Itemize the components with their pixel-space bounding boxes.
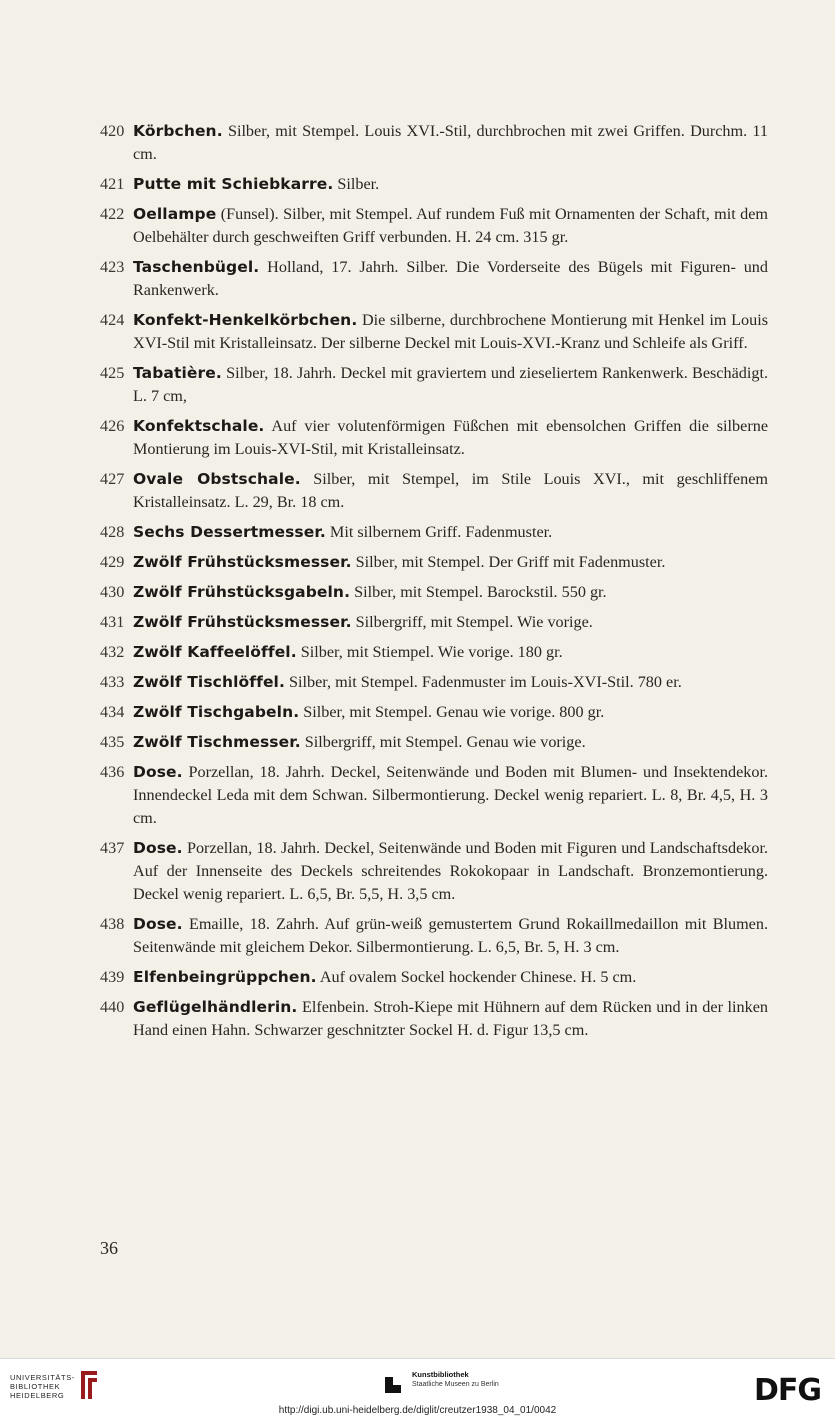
entry-description: Holland, 17. Jahrh. Silber. Die Vorderseite des Bügels mit Figuren- und Rankenwerk. <box>133 258 768 299</box>
entry-title: Putte mit Schiebkarre. <box>133 175 334 193</box>
dfg-logo[interactable]: DFG <box>753 1373 821 1408</box>
entry-number: 429 <box>100 553 125 571</box>
entry-description: Silber, mit Stempel, im Stile Louis XVI., mit geschliffenem Kristalleinsatz. L. 29, Br. 18 cm. <box>133 470 768 511</box>
entry-description: Porzellan, 18. Jahrh. Deckel, Seitenwände und Boden mit Blumen- und Insektendekor. Innendeckel Leda mit dem Schwan. Silbermontierung. Deckel wenig repariert. L. 8, Br. 4,5, H. 3 cm. <box>133 763 769 827</box>
entry-description: Silber, mit Stempel. Der Griff mit Fadenmuster. <box>355 553 666 571</box>
entry-description: Silber. <box>337 175 380 193</box>
entry-number: 436 <box>100 763 125 781</box>
entry-description: Porzellan, 18. Jahrh. Deckel, Seitenwände und Boden mit Figuren und Landschaftsdekor. Auf der Innenseite des Deckels schreitendes Rokokopaar in Landschaft. Bronzemontierung. Deckel wenig repariert. L. 6,5, Br. 5,5, H. 3,5 cm. <box>133 839 768 903</box>
entry-title: Zwölf Frühstücksmesser. <box>133 613 352 631</box>
entry-description: Silbergriff, mit Stempel. Wie vorige. <box>355 613 593 631</box>
page-number: 36 <box>100 1238 118 1258</box>
catalog-entry <box>100 996 768 1042</box>
entry-number: 435 <box>100 733 125 751</box>
entry-number: 440 <box>100 998 125 1016</box>
catalog-entry <box>100 173 768 196</box>
catalog-entry <box>100 581 768 604</box>
entry-title: Zwölf Frühstücksgabeln. <box>133 583 351 601</box>
catalog-entry <box>100 837 768 906</box>
entry-title: Zwölf Tischlöffel. <box>133 673 285 691</box>
entry-description: Elfenbein. Stroh-Kiepe mit Hühnern auf dem Rücken und in der linken Hand einen Hahn. Schwarzer geschnitzter Sockel H. d. Figur 13,5 cm. <box>133 998 768 1039</box>
entry-description: Silber, mit Stempel. Louis XVI.-Stil, durchbrochen mit zwei Griffen. Durchm. 11 cm. <box>133 122 768 163</box>
entry-title: Dose. <box>133 915 183 933</box>
entry-number: 428 <box>100 523 125 541</box>
entry-title: Zwölf Tischgabeln. <box>133 703 300 721</box>
kunstbibliothek-subtitle: Staatliche Museen zu Berlin <box>412 1381 499 1388</box>
entry-title: Taschenbügel. <box>133 258 260 276</box>
catalog-entry <box>100 966 768 989</box>
catalog-entry <box>100 468 768 514</box>
university-logo[interactable] <box>10 1373 75 1400</box>
entry-title: Tabatière. <box>133 364 222 382</box>
entry-title: Zwölf Kaffeelöffel. <box>133 643 297 661</box>
entry-description: Silbergriff, mit Stempel. Genau wie vorige. <box>304 733 586 751</box>
entry-description: Silber, mit Stempel. Fadenmuster im Louis-XVI-Stil. 780 er. <box>289 673 682 691</box>
kunstbibliothek-title: Kunstbibliothek <box>412 1370 469 1379</box>
kunstbibliothek-icon <box>384 1376 402 1394</box>
entry-title: Zwölf Tischmesser. <box>133 733 301 751</box>
entry-number: 422 <box>100 205 125 223</box>
entry-title: Körbchen. <box>133 122 223 140</box>
entry-number: 430 <box>100 583 125 601</box>
entry-number: 439 <box>100 968 125 986</box>
kunstbibliothek-logo[interactable] <box>384 1370 544 1400</box>
entry-title: Ovale Obstschale. <box>133 470 301 488</box>
catalog-entry <box>100 120 768 166</box>
entry-description: Mit silbernem Griff. Fadenmuster. <box>329 523 553 541</box>
entry-number: 438 <box>100 915 125 933</box>
catalog-entry <box>100 362 768 408</box>
university-name-line: BIBLIOTHEK <box>10 1382 61 1391</box>
entry-list <box>100 120 768 1049</box>
entry-number: 425 <box>100 364 125 382</box>
entry-number: 423 <box>100 258 125 276</box>
catalog-entry <box>100 521 768 544</box>
entry-title: Elfenbeingrüppchen. <box>133 968 317 986</box>
entry-number: 426 <box>100 417 125 435</box>
entry-title: Oellampe <box>133 205 217 223</box>
catalog-entry <box>100 309 768 355</box>
entry-description: Silber, 18. Jahrh. Deckel mit graviertem und zieseliertem Rankenwerk. Beschädigt. L. 7 cm, <box>133 364 769 405</box>
entry-number: 431 <box>100 613 125 631</box>
entry-title: Sechs Dessertmesser. <box>133 523 326 541</box>
entry-number: 420 <box>100 122 125 140</box>
entry-number: 432 <box>100 643 125 661</box>
catalog-entry <box>100 551 768 574</box>
entry-number: 421 <box>100 175 125 193</box>
entry-description: (Funsel). Silber, mit Stempel. Auf rundem Fuß mit Ornamenten der Schaft, mit dem Oelbehälter durch geschweiften Griff verbunden. H. 24 cm. 315 gr. <box>133 205 768 246</box>
entry-number: 424 <box>100 311 125 329</box>
catalog-entry <box>100 671 768 694</box>
catalog-entry <box>100 641 768 664</box>
university-name-line: UNIVERSITÄTS- <box>10 1373 75 1382</box>
catalog-entry <box>100 415 768 461</box>
entry-title: Konfektschale. <box>133 417 265 435</box>
entry-title: Dose. <box>133 763 183 781</box>
catalog-entry <box>100 203 768 249</box>
entry-number: 427 <box>100 470 125 488</box>
entry-description: Silber, mit Stempel. Genau wie vorige. 800 gr. <box>303 703 605 721</box>
catalog-entry <box>100 731 768 754</box>
entry-description: Silber, mit Stiempel. Wie vorige. 180 gr. <box>300 643 563 661</box>
entry-title: Konfekt-Henkelkörbchen. <box>133 311 358 329</box>
entry-number: 433 <box>100 673 125 691</box>
university-name-line: HEIDELBERG <box>10 1391 65 1400</box>
catalog-entry <box>100 701 768 724</box>
entry-title: Geflügelhändlerin. <box>133 998 298 1016</box>
entry-number: 437 <box>100 839 125 857</box>
entry-title: Zwölf Frühstücksmesser. <box>133 553 352 571</box>
university-mark-icon <box>78 1369 100 1401</box>
entry-description: Auf ovalem Sockel hockender Chinese. H. 5 cm. <box>319 968 637 986</box>
catalog-entry <box>100 256 768 302</box>
catalog-entry <box>100 611 768 634</box>
permalink-url[interactable]: http://digi.ub.uni-heidelberg.de/diglit/creutzer1938_04_01/0042 <box>278 1405 557 1416</box>
entry-number: 434 <box>100 703 125 721</box>
catalog-entry <box>100 761 768 830</box>
entry-description: Silber, mit Stempel. Barockstil. 550 gr. <box>354 583 607 601</box>
entry-description: Die silberne, durchbrochene Montierung mit Henkel im Louis XVI-Stil mit Kristalleinsatz. Der silberne Deckel mit Louis-XVI.-Kranz und Schleife als Griff. <box>133 311 768 352</box>
entry-description: Emaille, 18. Zahrh. Auf grün-weiß gemustertem Grund Rokaillmedaillon mit Blumen. Seitenwände mit gleichem Dekor. Silbermontierung. L. 6,5, Br. 5, H. 3 cm. <box>133 915 768 956</box>
footer-bar <box>0 1358 835 1421</box>
entry-title: Dose. <box>133 839 183 857</box>
entry-description: Auf vier volutenförmigen Füßchen mit ebensolchen Griffen die silberne Montierung im Louis-XVI-Stil, mit Kristalleinsatz. <box>133 417 769 458</box>
catalog-entry <box>100 913 768 959</box>
